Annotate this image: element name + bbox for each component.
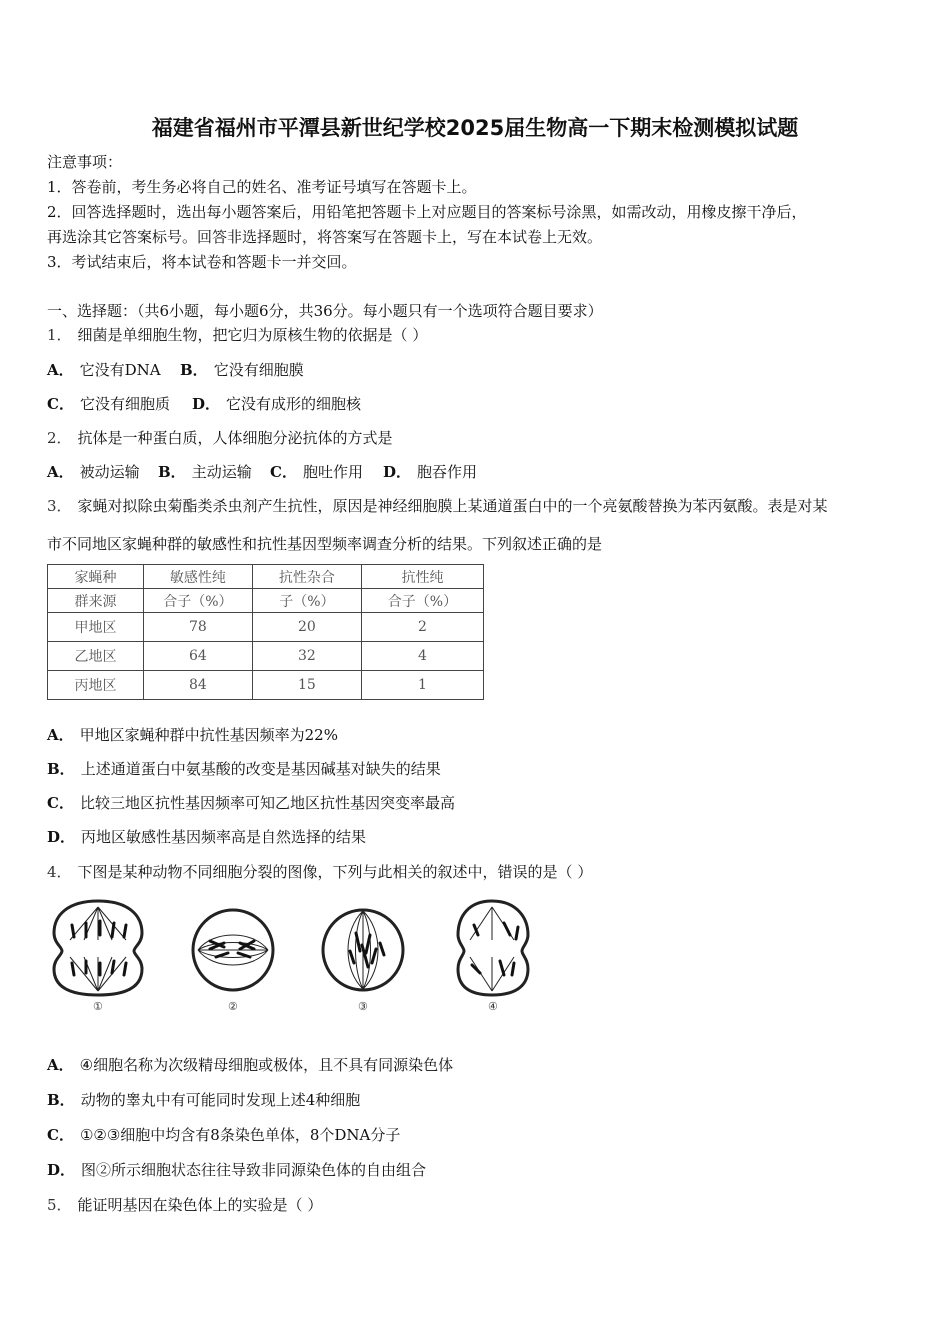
option-label: A． (47, 1056, 74, 1074)
q3-option-d[interactable] (47, 826, 366, 848)
option-label: B． (47, 760, 75, 778)
question-stem: 家蝇对拟除虫菊酯类杀虫剂产生抗性，原因是神经细胞膜上某通道蛋白中的一个亮氨酸替换为苯丙氨酸。表是对某 (77, 497, 828, 515)
notice-item: 3．考试结束后，将本试卷和答题卡一并交回。 (47, 253, 357, 271)
option-label: D． (383, 463, 412, 481)
table-header: 敏感性纯 (143, 565, 252, 589)
q4-option-c[interactable] (47, 1124, 400, 1146)
question-number: 1． (47, 326, 72, 344)
table-header: 子（%） (252, 589, 361, 613)
table-header: 家蝇种 (48, 565, 144, 589)
question-number: 2． (47, 429, 72, 447)
option-label: D． (47, 1161, 76, 1179)
q4-option-b[interactable] (47, 1089, 360, 1111)
question-stem: 能证明基因在染色体上的实验是（ ） (77, 1196, 323, 1214)
table-cell: 乙地区 (48, 642, 144, 671)
table-row (48, 613, 484, 642)
table-header: 抗性杂合 (252, 565, 361, 589)
q3-option-b[interactable] (47, 758, 441, 780)
question-1 (47, 324, 427, 346)
table-cell: 4 (361, 642, 483, 671)
q3-option-c[interactable] (47, 792, 455, 814)
option-label: B． (47, 1091, 75, 1109)
question-number: 5． (47, 1196, 72, 1214)
q1-option-a[interactable] (47, 359, 161, 381)
table-row (48, 642, 484, 671)
cell-4-diagram (450, 895, 535, 1000)
q3-option-a[interactable] (47, 724, 338, 746)
option-label: A． (47, 726, 74, 744)
q2-option-d[interactable] (383, 461, 477, 483)
option-text: ①②③细胞中均含有8条染色单体，8个DNA分子 (79, 1126, 401, 1144)
option-text: 动物的睾丸中有可能同时发现上述4种细胞 (80, 1091, 361, 1109)
table-cell: 丙地区 (48, 671, 144, 700)
option-label: B． (158, 463, 186, 481)
option-label: C． (270, 463, 297, 481)
option-text: 甲地区家蝇种群中抗性基因频率为22% (79, 726, 338, 744)
option-text: 它没有DNA (79, 361, 161, 379)
option-text: 上述通道蛋白中氨基酸的改变是基因碱基对缺失的结果 (80, 760, 441, 778)
question-stem-continued: 市不同地区家蝇种群的敏感性和抗性基因型频率调查分析的结果。下列叙述正确的是 (47, 535, 603, 553)
table-cell: 2 (361, 613, 483, 642)
table-header: 抗性纯 (361, 565, 483, 589)
table-row (48, 671, 484, 700)
figure-label: ② (228, 1000, 238, 1013)
question-4 (47, 861, 592, 883)
option-label: B． (180, 361, 208, 379)
q2-option-c[interactable] (270, 461, 363, 483)
option-text: 被动运输 (79, 463, 140, 481)
table-cell: 84 (143, 671, 252, 700)
option-text: 它没有细胞膜 (213, 361, 304, 379)
question-stem: 细菌是单细胞生物，把它归为原核生物的依据是（ ） (77, 326, 428, 344)
cell-2-diagram (188, 905, 278, 995)
q4-option-d[interactable] (47, 1159, 426, 1181)
table-cell: 64 (143, 642, 252, 671)
option-text: 主动运输 (191, 463, 252, 481)
table-cell: 20 (252, 613, 361, 642)
option-text: 它没有成形的细胞核 (226, 395, 362, 413)
question-number: 4． (47, 863, 72, 881)
table-header: 合子（%） (143, 589, 252, 613)
option-label: C． (47, 395, 74, 413)
option-text: 比较三地区抗性基因频率可知乙地区抗性基因突变率最高 (79, 794, 455, 812)
cell-1-diagram (48, 895, 148, 1000)
option-text: 它没有细胞质 (79, 395, 170, 413)
figure-label: ④ (488, 1000, 498, 1013)
option-label: C． (47, 1126, 74, 1144)
q1-option-c[interactable] (47, 393, 170, 415)
figure-label: ③ (358, 1000, 368, 1013)
frequency-table (47, 564, 484, 700)
question-3 (47, 495, 828, 517)
q1-option-d[interactable] (192, 393, 361, 415)
table-cell: 甲地区 (48, 613, 144, 642)
figure-label: ① (93, 1000, 103, 1013)
option-text: ④细胞名称为次级精母细胞或极体，且不具有同源染色体 (79, 1056, 454, 1074)
option-text: 丙地区敏感性基因频率高是自然选择的结果 (81, 828, 367, 846)
question-5 (47, 1194, 322, 1216)
table-cell: 78 (143, 613, 252, 642)
q2-option-a[interactable] (47, 461, 140, 483)
q2-option-b[interactable] (158, 461, 252, 483)
table-header: 群来源 (48, 589, 144, 613)
notice-heading: 注意事项： (47, 153, 123, 171)
option-text: 胞吞作用 (417, 463, 478, 481)
question-stem: 下图是某种动物不同细胞分裂的图像，下列与此相关的叙述中，错误的是（ ） (77, 863, 593, 881)
option-label: A． (47, 463, 74, 481)
q4-option-a[interactable] (47, 1054, 453, 1076)
section-heading: 一、选择题：（共6小题，每小题6分，共36分。每小题只有一个选项符合题目要求） (47, 302, 603, 320)
question-2 (47, 427, 393, 449)
notice-item: 再选涂其它答案标号。回答非选择题时，将答案写在答题卡上，写在本试卷上无效。 (47, 228, 603, 246)
option-label: D． (192, 395, 221, 413)
q1-option-b[interactable] (180, 359, 304, 381)
question-number: 3． (47, 497, 72, 515)
question-stem: 抗体是一种蛋白质，人体细胞分泌抗体的方式是 (77, 429, 393, 447)
option-label: C． (47, 794, 74, 812)
table-header: 合子（%） (361, 589, 483, 613)
notice-item: 1．答卷前，考生务必将自己的姓名、准考证号填写在答题卡上。 (47, 178, 477, 196)
page-title: 福建省福州市平潭县新世纪学校2025届生物高一下期末检测模拟试题 (151, 116, 799, 140)
option-label: D． (47, 828, 76, 846)
option-text: 图②所示细胞状态往往导致非同源染色体的自由组合 (81, 1161, 427, 1179)
option-label: A． (47, 361, 74, 379)
table-cell: 1 (361, 671, 483, 700)
cell-3-diagram (318, 905, 408, 995)
table-cell: 32 (252, 642, 361, 671)
option-text: 胞吐作用 (302, 463, 363, 481)
notice-item: 2．回答选择题时，选出每小题答案后，用铅笔把答题卡上对应题目的答案标号涂黑，如需改动，用橡皮擦干净后， (47, 203, 807, 221)
table-cell: 15 (252, 671, 361, 700)
